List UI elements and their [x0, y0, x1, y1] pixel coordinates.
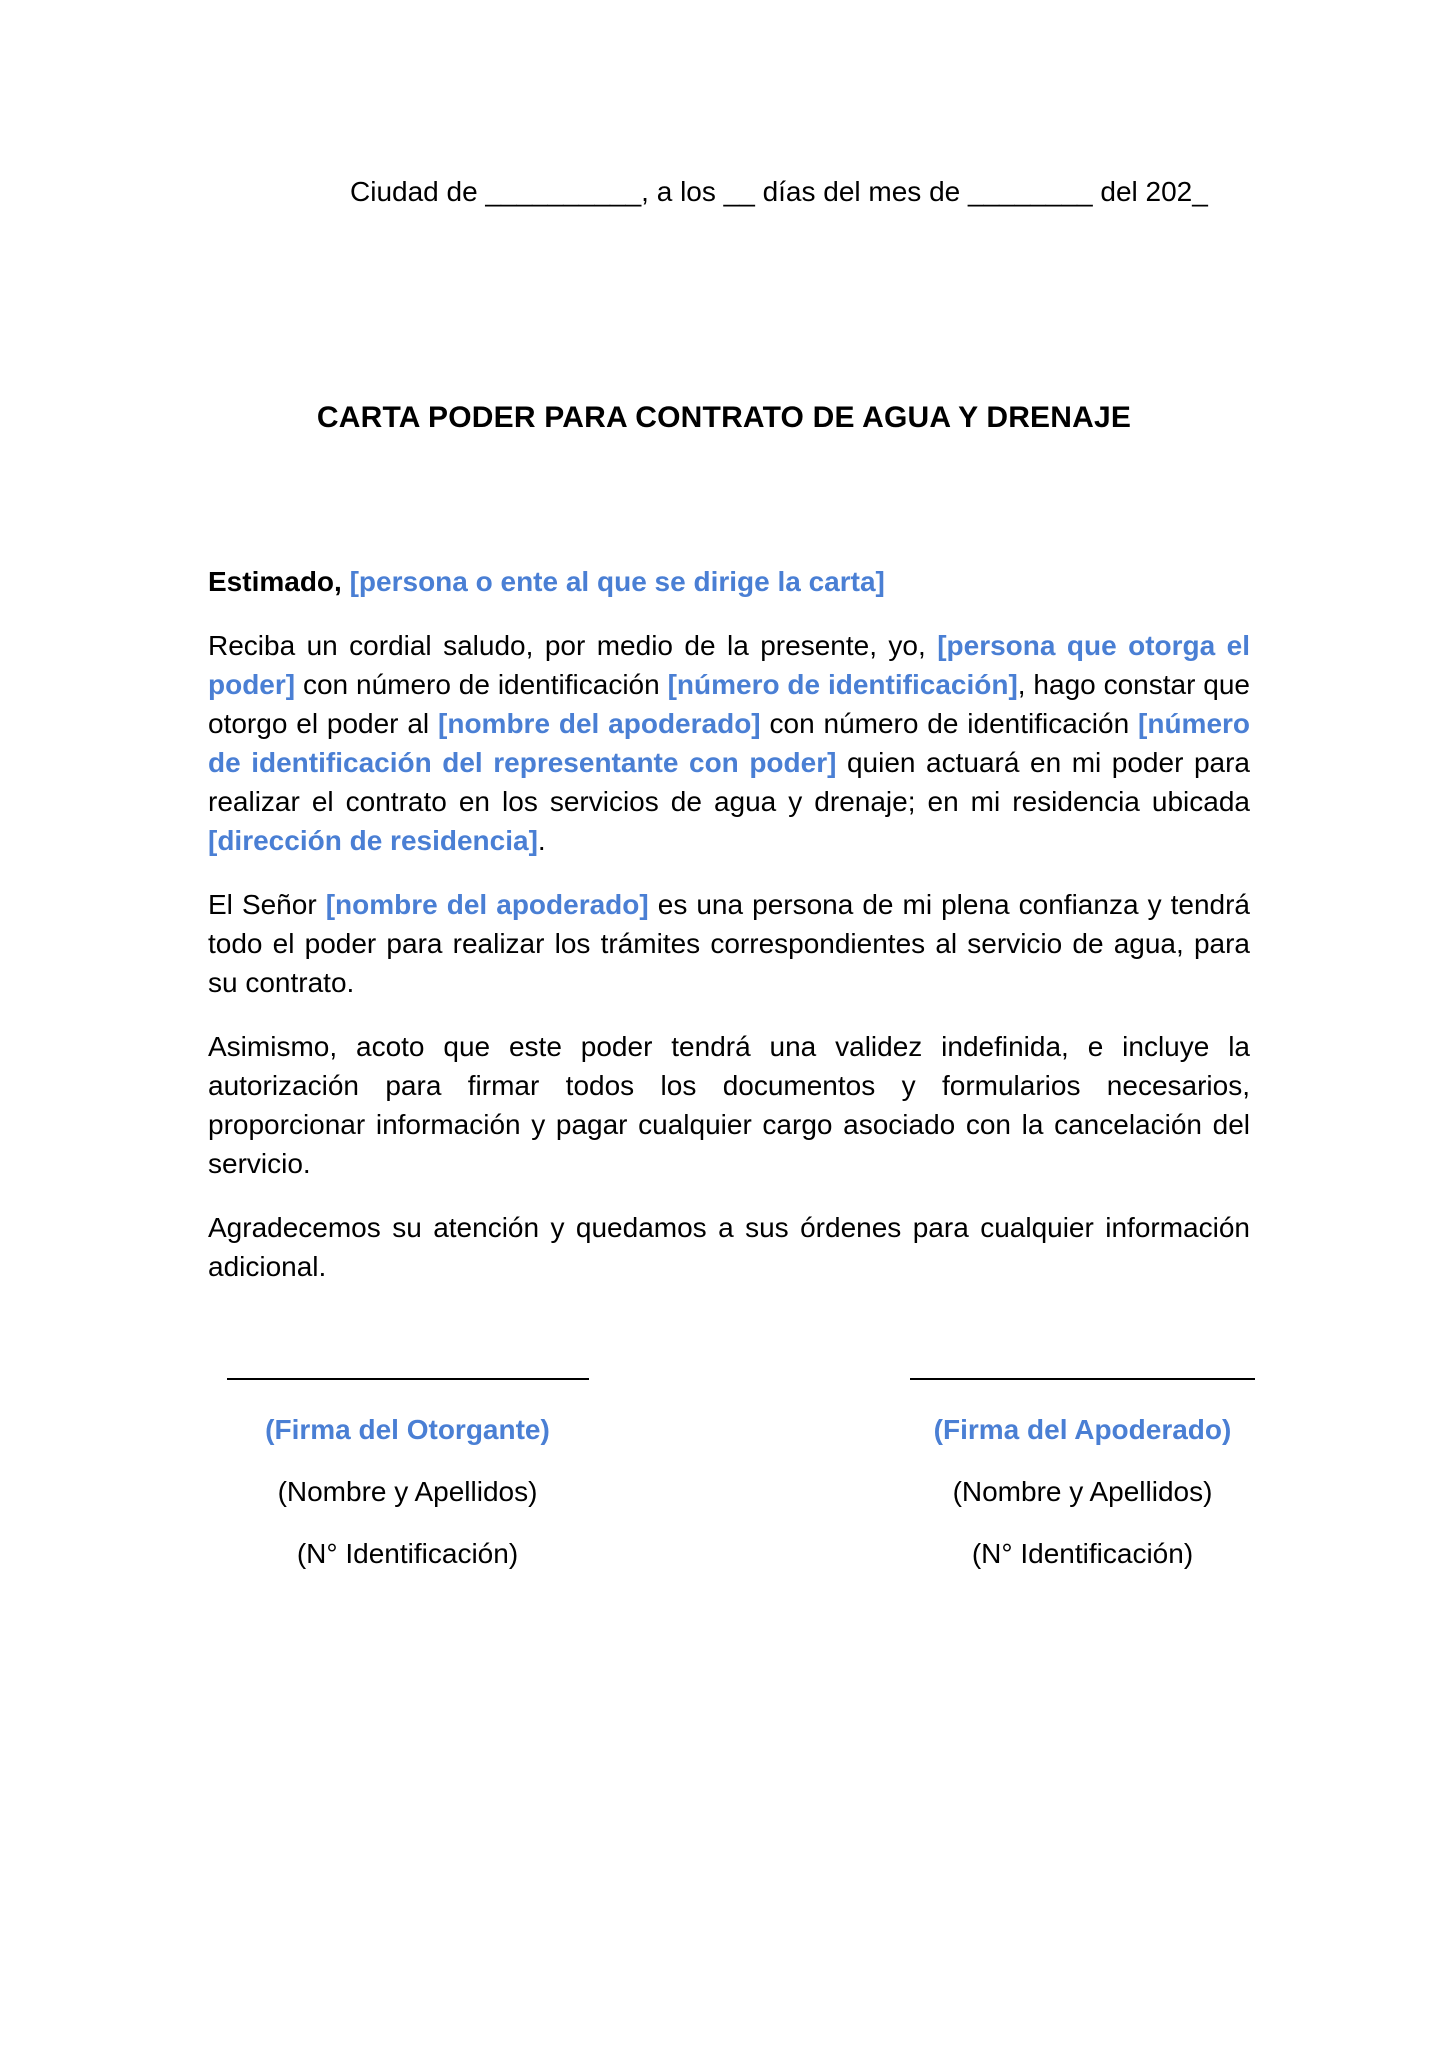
signature-name: (Nombre y Apellidos) — [277, 1476, 538, 1507]
paragraph-closing: Agradecemos su atención y quedamos a sus órdenes para cualquier información adicional. — [208, 1212, 1250, 1282]
paragraph-text: quien actuará en mi poder para realizar el contrato en los servicios de agua y drenaje; en mi residencia ubicada — [208, 747, 1250, 817]
signature-id: (N° Identificación) — [971, 1538, 1194, 1569]
paragraph-text: El Señor — [208, 889, 326, 920]
signature-block-attorney — [880, 1378, 1285, 1596]
signature-line — [910, 1378, 1255, 1380]
document-title: CARTA PODER PARA CONTRATO DE AGUA Y DRENAJE — [316, 401, 1132, 434]
attorney-id-placeholder: [número de identificación del representante con poder] — [208, 708, 1251, 778]
signature-name: (Nombre y Apellidos) — [952, 1476, 1213, 1507]
signature-id: (N° Identificación) — [296, 1538, 519, 1569]
address-placeholder: [dirección de residencia] — [208, 825, 538, 856]
paragraph-text: con número de identificación — [760, 708, 1139, 739]
paragraph-validity: Asimismo, acoto que este poder tendrá una validez indefinida, e incluye la autorización para firmar todos los documentos y formularios necesarios, proporcionar información y pagar cualquier cargo asociado con la cancelación del servicio. — [208, 1031, 1250, 1179]
greeting-label: Estimado, — [208, 566, 350, 597]
grantor-placeholder: [persona que otorga el poder] — [208, 630, 1250, 700]
grantor-id-placeholder: [número de identificación] — [667, 669, 1018, 700]
letter-body — [208, 562, 1250, 1311]
signature-label: (Firma del Apoderado) — [933, 1414, 1232, 1445]
signature-line — [227, 1378, 589, 1380]
signature-block-grantor — [210, 1378, 605, 1596]
paragraph-trust — [208, 885, 1250, 1002]
dateline: Ciudad de __________, a los __ días del mes de ________ del 202_ — [350, 176, 1208, 207]
signature-label: (Firma del Otorgante) — [265, 1414, 550, 1445]
attorney-name-placeholder: [nombre del apoderado] — [438, 708, 761, 739]
attorney-name-placeholder: [nombre del apoderado] — [325, 889, 649, 920]
paragraph-authorization — [208, 626, 1250, 860]
recipient-placeholder: [persona o ente al que se dirige la carta] — [349, 566, 885, 597]
paragraph-text: . — [537, 825, 546, 856]
paragraph-text: , hago constar que otorgo el poder al — [208, 669, 1250, 739]
paragraph-text: Reciba un cordial saludo, por medio de la presente, yo, — [208, 630, 938, 661]
paragraph-text: con número de identificación — [295, 669, 668, 700]
greeting — [208, 562, 1250, 601]
paragraph-text: es una persona de mi plena confianza y tendrá todo el poder para realizar los trámites correspondientes al servicio de agua, para su contrato. — [208, 889, 1251, 998]
